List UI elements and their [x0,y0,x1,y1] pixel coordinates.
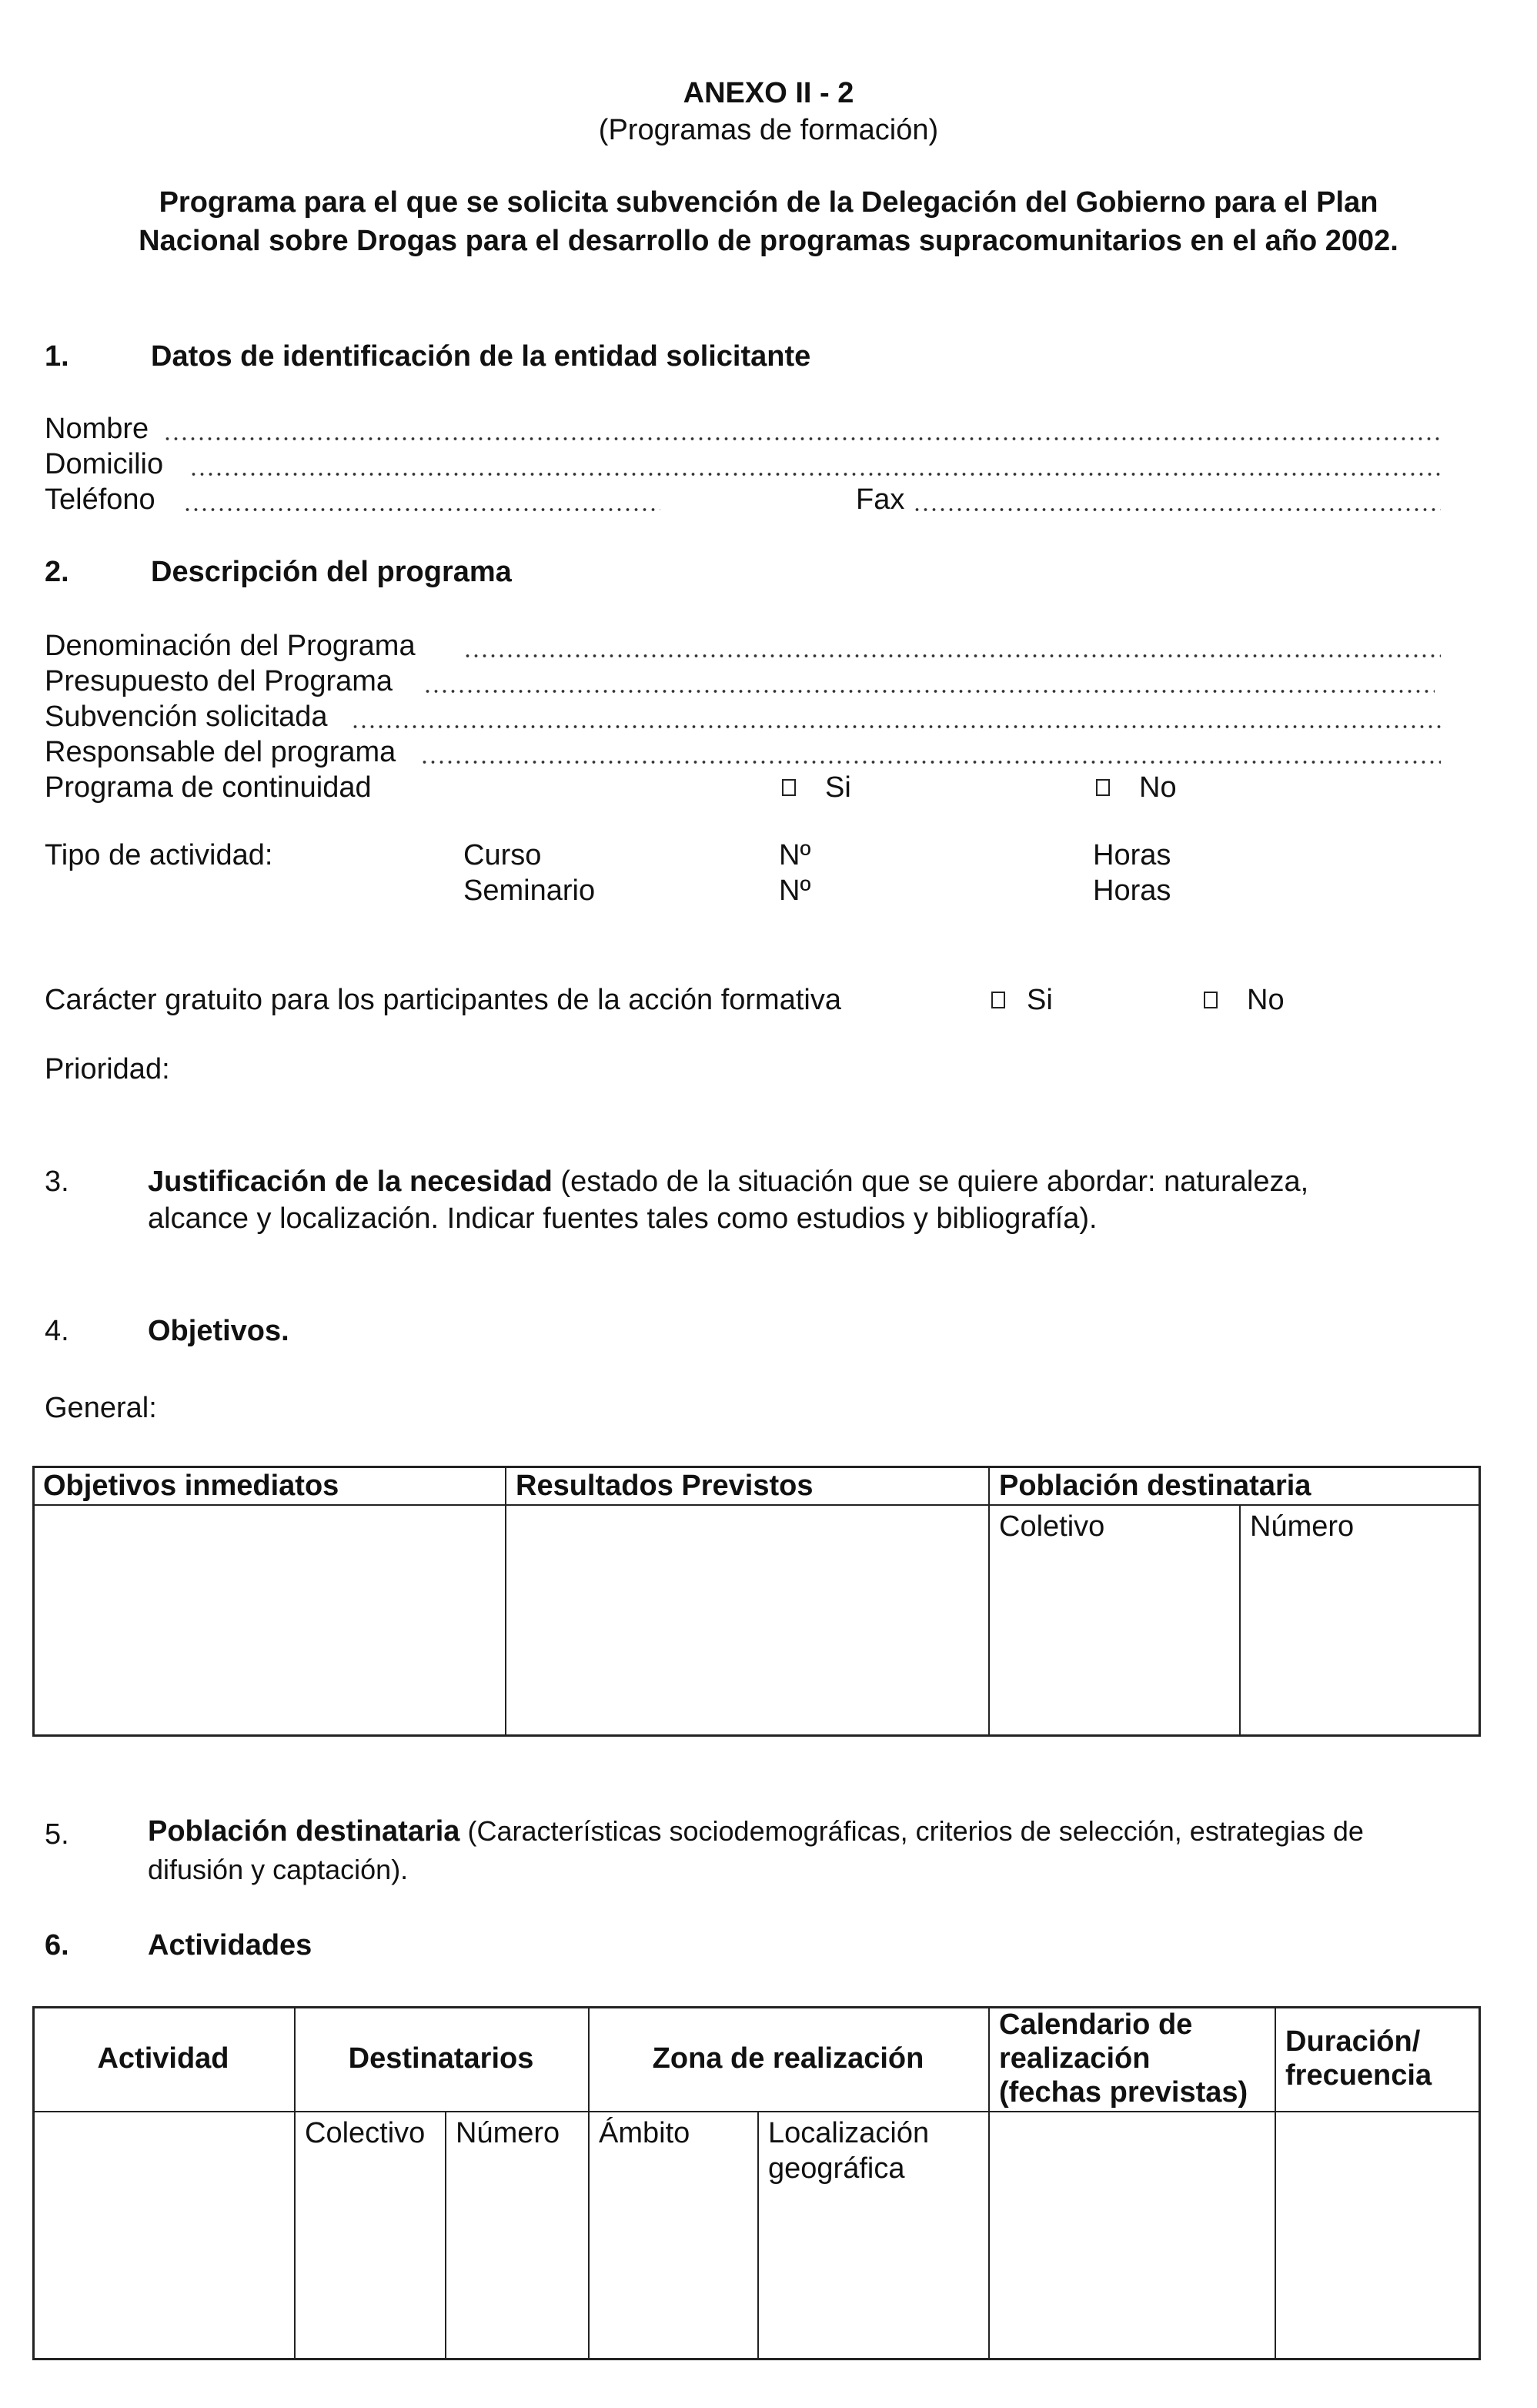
continuidad-label: Programa de continuidad [45,771,372,804]
curso-num-label: Nº [779,839,811,871]
annex-subtitle: (Programas de formación) [598,114,939,146]
section2-number: 2. [45,556,69,588]
duracion-col-header-1: Duración/ [1285,2025,1421,2058]
actividades-col-rule-6 [1275,2006,1276,2360]
section5-desc1: (Características sociodemográficas, criterios de selección, estrategias de [459,1815,1364,1847]
section1-title: Datos de identificación de la entidad solicitante [151,340,811,373]
gratuito-si-label: Si [1027,984,1053,1016]
nombre-label: Nombre [45,413,149,445]
section3-text-line2: alcance y localización. Indicar fuentes tales como estudios y bibliografía). [148,1202,1098,1235]
telefono-field[interactable] [183,507,660,513]
objetivos-col-header: Objetivos inmediatos [43,1470,339,1502]
continuidad-no-label: No [1139,771,1177,804]
actividades-col-rule-2 [445,2111,446,2360]
seminario-num-label: Nº [779,875,811,907]
curso-label: Curso [463,839,542,871]
gratuito-no-label: No [1247,984,1285,1016]
section2-title: Descripción del programa [151,556,512,588]
continuidad-si-label: Si [825,771,851,804]
denominacion-label: Denominación del Programa [45,630,416,662]
calendario-col-header-3: (fechas previstas) [999,2076,1248,2109]
numero-subheader: Número [1250,1510,1355,1543]
objetivos-header-rule [32,1504,1481,1506]
document-title-line2: Nacional sobre Drogas para el desarrollo de programas supracomunitarios en el año 2002. [139,225,1398,257]
actividades-header-rule [32,2111,1481,2112]
responsable-field[interactable] [420,759,1441,765]
section4-number: 4. [45,1315,69,1347]
section3-number: 3. [45,1166,69,1198]
poblacion-col-header: Población destinataria [999,1470,1311,1502]
nombre-field[interactable] [163,436,1441,442]
section1-number: 1. [45,340,69,373]
resultados-col-header: Resultados Previstos [516,1470,814,1502]
coletivo-subheader: Coletivo [999,1510,1105,1543]
section6-title: Actividades [148,1929,312,1962]
zona-col-header: Zona de realización [652,2042,924,2075]
fax-label: Fax [856,483,905,516]
seminario-label: Seminario [463,875,596,907]
denominacion-field[interactable] [463,653,1441,659]
continuidad-no-checkbox[interactable] [1096,779,1110,796]
duracion-col-header-2: frecuencia [1285,2059,1432,2092]
document-title-line1: Programa para el que se solicita subvención de la Delegación del Gobierno para el Plan [159,186,1378,219]
numero-act-subheader: Número [456,2117,560,2149]
seminario-horas-label: Horas [1093,875,1171,907]
localizacion-subheader-2: geográfica [768,2152,905,2185]
section3-text-line1 [148,1164,1308,1199]
prioridad-label: Prioridad: [45,1053,170,1085]
section5-text-line2: difusión y captación). [148,1854,409,1885]
objetivos-col-rule-3 [1239,1504,1241,1737]
actividad-col-header: Actividad [97,2042,229,2075]
localizacion-subheader-1: Localización [768,2117,930,2149]
continuidad-si-checkbox[interactable] [782,779,796,796]
colectivo-subheader: Colectivo [305,2117,426,2149]
gratuito-label: Carácter gratuito para los participantes de la acción formativa [45,984,841,1016]
annex-title: ANEXO II - 2 [683,77,854,109]
subvencion-field[interactable] [351,724,1441,730]
section3-desc1: (estado de la situación que se quiere abordar: naturaleza, [552,1166,1309,1198]
calendario-col-header-1: Calendario de [999,2008,1193,2041]
gratuito-no-checkbox[interactable] [1204,992,1218,1008]
curso-horas-label: Horas [1093,839,1171,871]
telefono-label: Teléfono [45,483,155,516]
section5-title: Población destinataria [148,1815,460,1848]
general-label: General: [45,1392,157,1424]
section3-title: Justificación de la necesidad [148,1166,553,1198]
section5-number: 5. [45,1818,69,1851]
presupuesto-label: Presupuesto del Programa [45,665,393,697]
section6-number: 6. [45,1929,69,1962]
objetivos-col-rule-2 [988,1466,990,1737]
domicilio-label: Domicilio [45,448,164,480]
gratuito-si-checkbox[interactable] [991,992,1005,1008]
calendario-col-header-2: realización [999,2042,1151,2075]
section4-title: Objetivos. [148,1315,289,1347]
subvencion-label: Subvención solicitada [45,701,328,733]
fax-field[interactable] [913,507,1441,513]
objetivos-col-rule-1 [505,1466,506,1737]
presupuesto-field[interactable] [423,688,1435,694]
ambito-subheader: Ámbito [599,2117,690,2149]
domicilio-field[interactable] [189,471,1441,477]
section5-text-line1 [148,1814,1364,1849]
actividades-col-rule-4 [757,2111,759,2360]
actividades-col-rule-5 [988,2006,990,2360]
responsable-label: Responsable del programa [45,736,396,768]
destinatarios-col-header: Destinatarios [348,2042,534,2075]
objetivos-table [32,1466,1481,1737]
tipo-actividad-label: Tipo de actividad: [45,839,273,871]
